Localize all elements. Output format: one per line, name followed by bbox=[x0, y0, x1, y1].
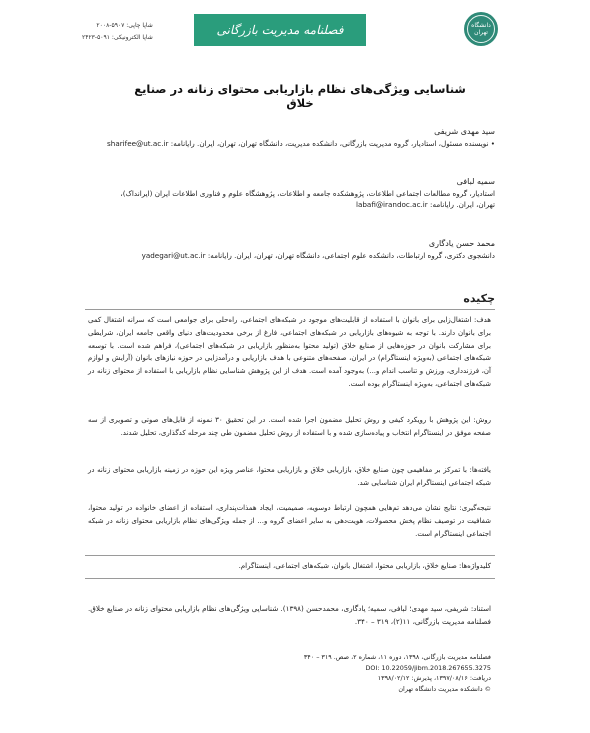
author-name: سید مهدی شریفی bbox=[434, 127, 495, 136]
abstract-goal: هدف: اشتغال‌زایی برای بانوان با استفاده از قابلیت‌های موجود در شبکه‌های اجتماعی، راه‌حلی برای جوامعی است که سرانه اشتغال کمی برای بانوان دارند. با توجه به شیوه‌های بازاریابی در شبکه‌های اجتماعی، فارغ از برخی محدودیت‌های دنیای واقعی جامعه ایران، شرایطی برای مشارکت بانوان در حوزه‌هایی از صنایع خلاق (تولید محتوا به‌منظور بازاریابی در شبکه‌های اجتماعی)، فراهم شده است. با توسعه شبکه‌های اجتماعی (به‌ویژه اینستاگرام) در ایران، صفحه‌های متنوعی با هدف بازاریابی و درآمدزایی در حوزه نیازهای بانوان (آرایش و لوازم آن، فرزندداری، ورزش و تناسب اندام و...) به‌وجود آمده است. هدف از این پژوهش شناسایی نظام بازاریابی با استفاده از محتوای زنانه در شبکه‌های اجتماعی، به‌ویژه اینستاگرام بوده است. bbox=[88, 316, 491, 388]
journal-header bbox=[0, 6, 590, 52]
paper-title: شناسایی ویژگی‌های نظام بازاریابی محتوای زنانه در صنایع خلاق bbox=[134, 82, 466, 110]
author-affiliation: دانشجوی دکتری، گروه ارتباطات، دانشکده علوم اجتماعی، دانشگاه تهران، تهران، ایران. رایانامه: yadegari@ut.ac.ir bbox=[141, 250, 495, 260]
keywords-bottom-rule bbox=[85, 578, 495, 579]
logo-text: دانشگاه تهران bbox=[467, 15, 495, 43]
meta-doi: DOI: 10.22059/jibm.2018.267655.3275 bbox=[365, 663, 491, 672]
author-affiliation: استادیار، گروه مطالعات اجتماعی اطلاعات، پژوهشکده جامعه و اطلاعات، پژوهشگاه علوم و فناوری اطلاعات ایران (ایرانداک)، تهران، ایران. رایانامه: labafi@irandoc.ac.ir bbox=[120, 188, 495, 209]
citation: استناد: شریفی، سید مهدی؛ لبافی، سمیه؛ یادگاری، محمدحسن (۱۳۹۸). شناسایی ویژگی‌های نظام بازاریابی محتوای زنانه در صنایع خلاق. فصلنامه مدیریت بازرگانی، ۱۱(۲)، ۳۱۹ – ۳۴۰. bbox=[87, 604, 491, 626]
issn-block bbox=[82, 20, 153, 44]
author-affiliation: • نویسنده مسئول، استادیار، گروه مدیریت بازرگانی، دانشکده مدیریت، دانشگاه تهران، تهران، ایران. رایانامه: sharifee@ut.ac.ir bbox=[107, 138, 495, 148]
abstract-method: روش: این پژوهش با رویکرد کیفی و روش تحلیل مضمون اجرا شده است. در این تحقیق ۳۰ نمونه از فایل‌های صوتی و تصویری از سه صفحه موفق در اینستاگرام انتخاب و پیاده‌سازی شده و با استفاده از روش تحلیل مضمون طی چند مرحله کدگذاری، تحلیل شدند. bbox=[88, 416, 491, 437]
issn-print: شاپا چاپی: ۵۹۰۷-۲۰۰۸ bbox=[96, 22, 153, 29]
meta-dates: دریافت: ۱۳۹۷/۰۸/۱۶، پذیرش: ۱۳۹۸/۰۲/۱۲ bbox=[377, 674, 491, 682]
author-block-1 bbox=[105, 126, 495, 149]
issn-online: شاپا الکترونیکی: ۵۰۹۱-۲۴۲۳ bbox=[82, 34, 153, 41]
abstract-findings: یافته‌ها: با تمرکز بر مفاهیمی چون صنایع خلاق، بازاریابی خلاق و بازاریابی محتوا، عناصر ویژه این حوزه در زمینه بازاریابی محتوای زنانه در شبکه اجتماعی اینستاگرام ایران شناسایی شد. bbox=[88, 466, 491, 487]
author-name: سمیه لبافی bbox=[456, 177, 495, 186]
abstract-conclusion: نتیجه‌گیری: نتایج نشان می‌دهد تم‌هایی همچون ارتباط دوسویه، صمیمیت، ایجاد همذات‌پنداری، استفاده از اعضای خانواده در تولید محتوا، شفافیت در توصیف نظام پخش محصولات، هویت‌دهی به سایر اعضای گروه و... از جمله ویژگی‌های نظام بازاریابی محتوای زنانه در شبکه اجتماعی اینستاگرام است. bbox=[88, 504, 491, 538]
author-name: محمد حسن یادگاری bbox=[428, 239, 495, 248]
abstract-top-rule bbox=[85, 309, 495, 310]
university-logo bbox=[464, 12, 498, 46]
abstract-heading: چکیده bbox=[463, 292, 495, 305]
author-block-3 bbox=[105, 238, 495, 261]
meta-copyright: © دانشکده مدیریت دانشگاه تهران bbox=[398, 684, 491, 693]
meta-issue: فصلنامه مدیریت بازرگانی، ۱۳۹۸، دوره ۱۱، شماره ۲، صص. ۳۱۹ – ۳۴۰ bbox=[303, 653, 491, 661]
keywords-top-rule bbox=[85, 555, 495, 556]
author-block-2 bbox=[105, 176, 495, 211]
article-meta bbox=[304, 652, 491, 694]
journal-banner: فصلنامه مدیریت بازرگانی bbox=[194, 14, 366, 46]
keywords: کلیدواژه‌ها: صنایع خلاق، بازاریابی محتوا، اشتغال بانوان، شبکه‌های اجتماعی، اینستاگرام. bbox=[238, 562, 491, 570]
